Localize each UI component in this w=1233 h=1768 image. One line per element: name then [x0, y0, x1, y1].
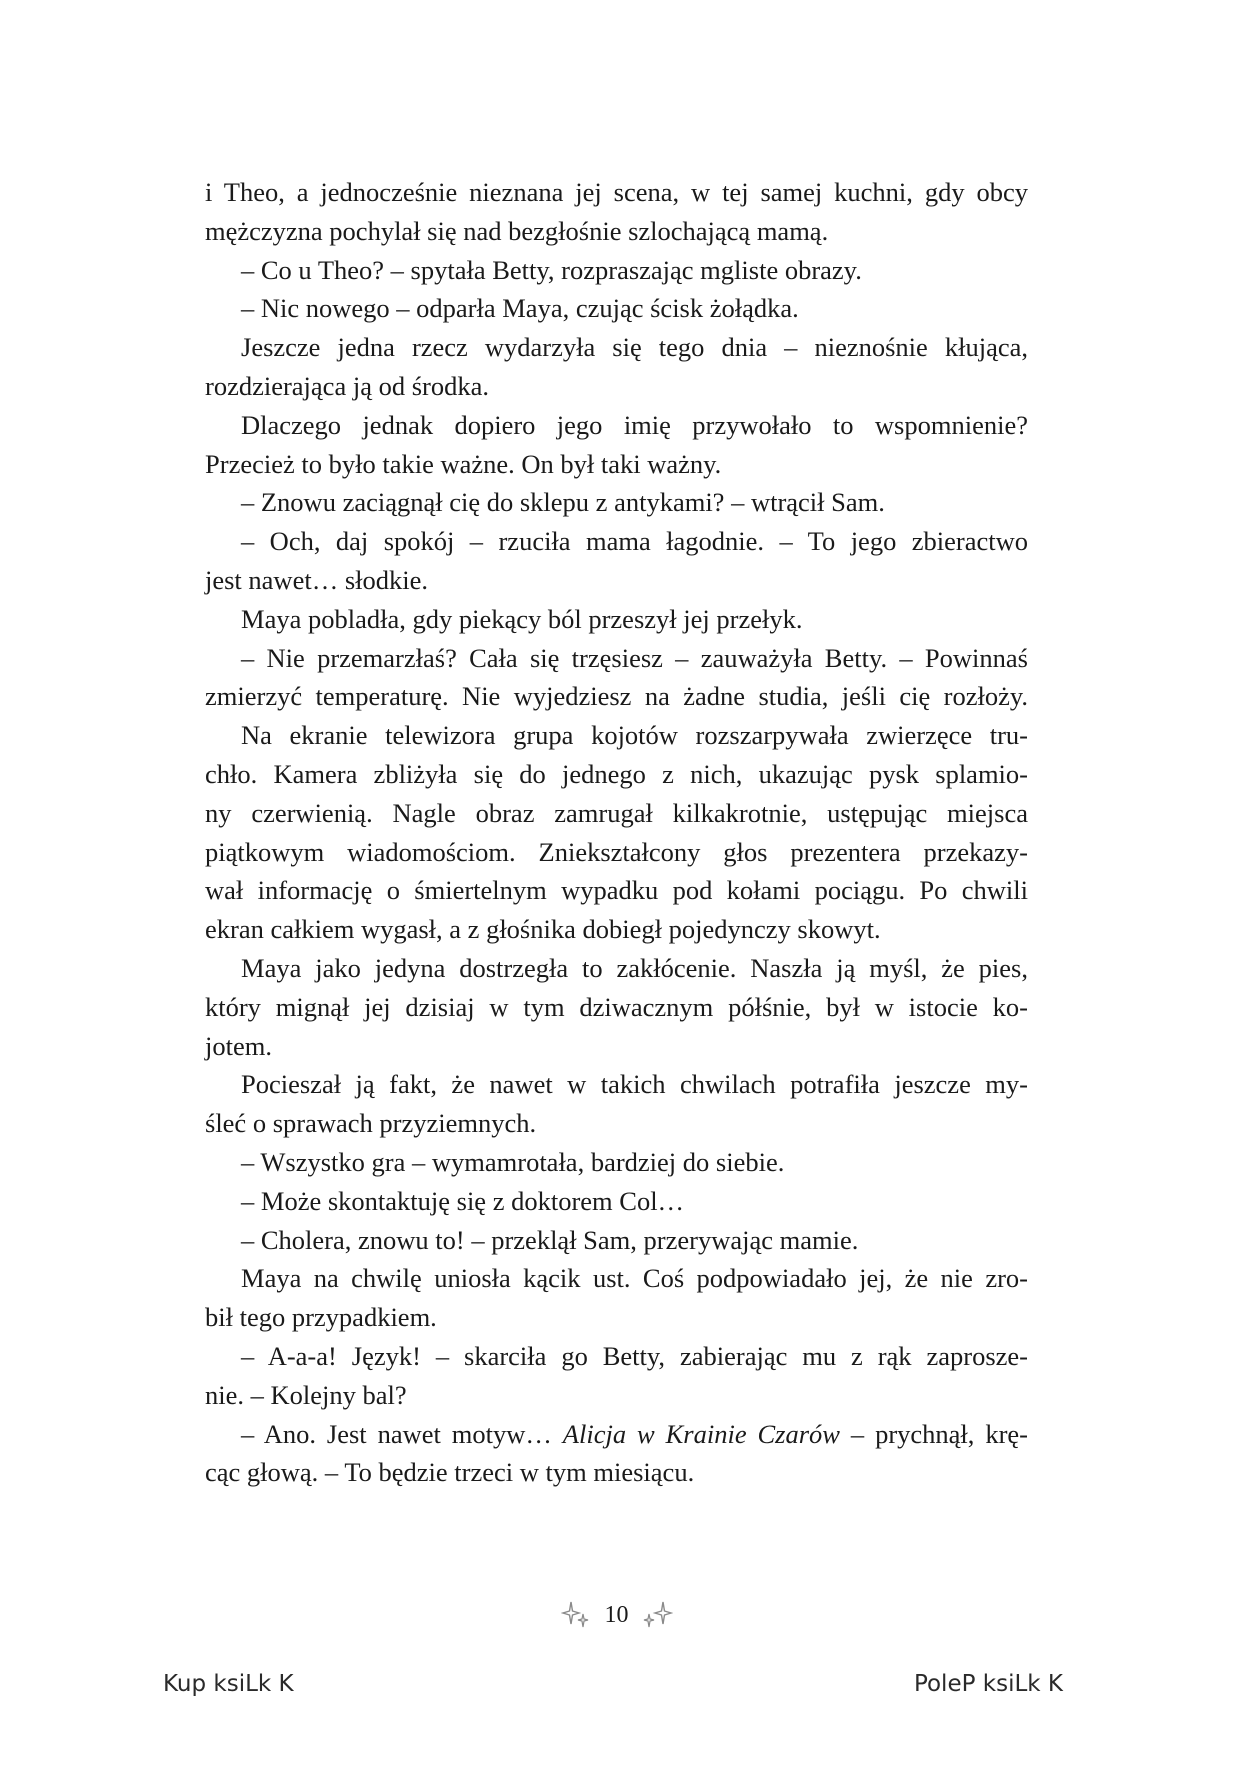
text-line: – Nie przemarzłaś? Cała się trzęsiesz – zauważyła Betty. – Powinnaś [241, 642, 1028, 673]
page-number-area [0, 1598, 1233, 1641]
text-line: Jeszcze jedna rzecz wydarzyła się tego dnia – nieznośnie kłująca, [241, 332, 1028, 363]
text-line: Dlaczego jednak dopiero jego imię przywołało to wspomnienie? [241, 409, 1028, 440]
text-line: bił tego przypadkiem. [205, 1302, 437, 1333]
text-line: Maya na chwilę uniosła kącik ust. Coś podpowiadało jej, że nie zro- [241, 1263, 1028, 1294]
text-line: Na ekranie telewizora grupa kojotów rozszarpywała zwierzęce tru- [241, 720, 1028, 751]
text-line: Pocieszał ją fakt, że nawet w takich chwilach potrafiła jeszcze my- [241, 1069, 1028, 1100]
page-number: 10 [604, 1602, 629, 1628]
text-line: śleć o sprawach przyziemnych. [205, 1108, 537, 1139]
text-line: wał informację o śmiertelnym wypadku pod kołami pociągu. Po chwili [205, 875, 1028, 906]
text-line: – Och, daj spokój – rzuciła mama łagodnie. – To jego zbieractwo [241, 526, 1028, 557]
sparkle-right-icon [639, 1598, 673, 1632]
text-line: który mignął jej dzisiaj w tym dziwacznym półśnie, był w istocie ko- [205, 991, 1028, 1022]
text-line: – Wszystko gra – wymamrotała, bardziej do siebie. [241, 1146, 785, 1177]
text-line: nie. – Kolejny bal? [205, 1379, 407, 1410]
text-line: – Co u Theo? – spytała Betty, rozpraszając mgliste obrazy. [241, 254, 862, 285]
text-fragment: – Ano. Jest nawet motyw… [241, 1418, 563, 1449]
text-line: – A-a-a! Język! – skarciła go Betty, zabierając mu z rąk zaprosze- [241, 1340, 1028, 1371]
body-text [205, 173, 1028, 1492]
text-line: – Cholera, znowu to! – przeklął Sam, przerywając mamie. [241, 1224, 859, 1255]
text-line: cąc głową. – To będzie trzeci w tym miesiącu. [205, 1457, 695, 1488]
footer-buy-book-link[interactable]: Kup ksiLk K [163, 1671, 294, 1697]
text-line: i Theo, a jednocześnie nieznana jej scena, w tej samej kuchni, gdy obcy [205, 177, 1028, 207]
text-fragment: – prychnął, krę- [839, 1418, 1028, 1449]
text-line: rozdzierająca ją od środka. [205, 370, 489, 401]
text-line: piątkowym wiadomościom. Zniekształcony głos prezentera przekazy- [205, 836, 1028, 867]
text-line: chło. Kamera zbliżyła się do jednego z nich, ukazując pysk splamio- [205, 758, 1028, 789]
book-title-italic: Alicja w Krainie Czarów [562, 1418, 840, 1449]
text-line: ny czerwienią. Nagle obraz zamrugał kilkakrotnie, ustępując miejsca [205, 797, 1028, 828]
text-line: zmierzyć temperaturę. Nie wyjedziesz na żadne studia, jeśli cię rozłoży. [205, 681, 1028, 712]
text-line: jotem. [205, 1030, 272, 1061]
text-line: – Może skontaktuję się z doktorem Col… [241, 1185, 685, 1216]
text-line: – Znowu zaciągnął cię do sklepu z antykami? – wtrącił Sam. [241, 487, 885, 518]
text-line: ekran całkiem wygasł, a z głośnika dobiegł pojedynczy skowyt. [205, 914, 881, 945]
text-line [205, 1415, 1028, 1454]
text-line: Maya jako jedyna dostrzegła to zakłócenie. Naszła ją myśl, że pies, [241, 952, 1028, 983]
text-line: – Nic nowego – odparła Maya, czując ścisk żołądka. [241, 293, 799, 324]
text-line: Przecież to było takie ważne. On był taki ważny. [205, 448, 722, 479]
sparkle-left-icon [561, 1598, 595, 1632]
text-line: jest nawet… słodkie. [205, 564, 428, 595]
text-line: mężczyzna pochylał się nad bezgłośnie szlochającą mamą. [205, 215, 829, 246]
text-line: Maya pobladła, gdy piekący ból przeszył jej przełyk. [241, 603, 803, 634]
footer-recommend-book-link[interactable]: PoleP ksiLk K [913, 1671, 1063, 1697]
